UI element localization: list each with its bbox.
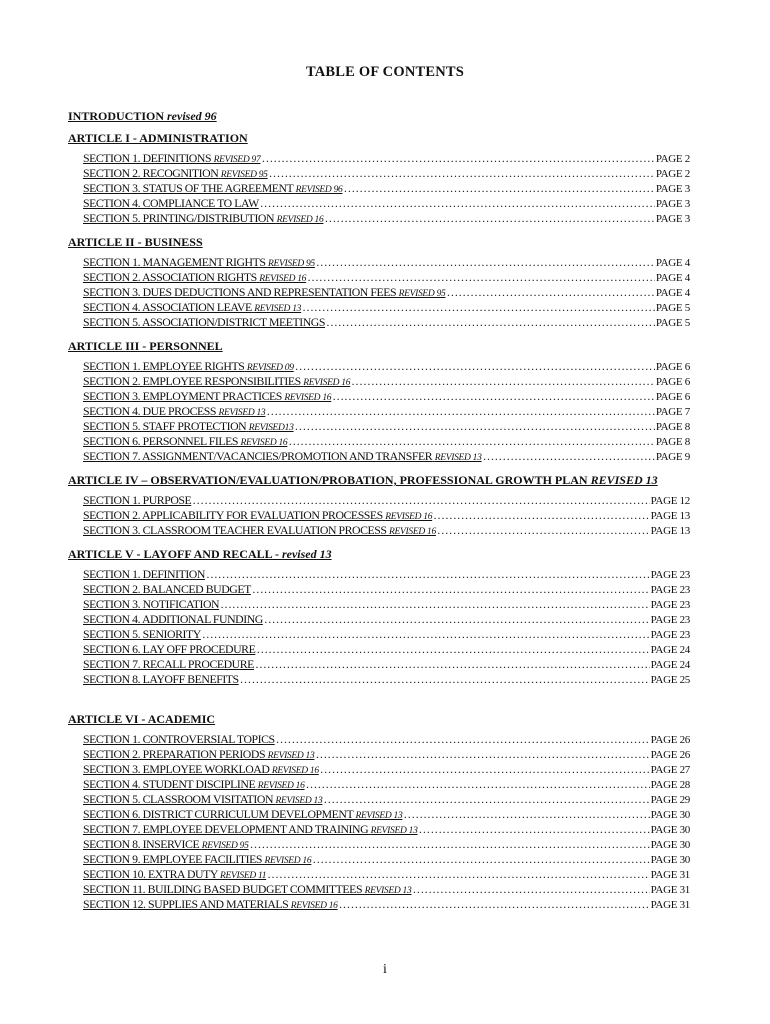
section-title: SECTION 6. DISTRICT CURRICULUM DEVELOPMENT [83,807,354,821]
page-reference: PAGE 31 [650,884,690,896]
section-title: SECTION 2. BALANCED BUDGET [83,582,251,596]
introduction-revised: revised 96 [167,109,217,123]
dot-leader [332,389,655,404]
page-reference: PAGE 23 [650,569,690,581]
dot-leader [255,657,650,672]
toc-entry[interactable] [83,419,690,434]
toc-entry[interactable] [83,807,690,822]
page-reference: PAGE 4 [655,272,690,284]
dot-leader [192,493,649,508]
dot-leader [315,747,649,762]
toc-entry[interactable] [83,449,690,464]
section-revised: REVISED 16 [290,901,338,911]
dot-leader [326,315,655,330]
section-title: SECTION 3. EMPLOYMENT PRACTICES [83,389,282,403]
toc-entry[interactable] [83,508,690,523]
section-title: SECTION 3. EMPLOYEE WORKLOAD [83,762,270,776]
article-label: ARTICLE IV – OBSERVATION/EVALUATION/PROBATION, PROFESSIONAL GROWTH PLAN [68,473,588,487]
section-revised: REVISED 16 [257,781,305,791]
section-title: SECTION 2. EMPLOYEE RESPONSIBILITIES [83,374,301,388]
dot-leader [339,897,650,912]
section-revised: REVISED 11 [220,871,267,881]
dot-leader [260,196,655,211]
section-revised: REVISED 13 [364,886,412,896]
section-link[interactable] [83,642,255,657]
section-revised: REVISED 97 [213,155,261,165]
section-revised: REVISED 13 [355,811,403,821]
article-revised: revised 13 [281,547,332,561]
page-reference: PAGE 5 [655,317,690,329]
dot-leader [202,627,650,642]
dot-leader [433,508,649,523]
article-label: ARTICLE I - ADMINISTRATION [68,131,248,145]
section-revised: REVISED 16 [271,766,319,776]
page-reference: PAGE 8 [655,421,690,433]
toc-entry[interactable] [83,852,690,867]
toc-entry[interactable] [83,404,690,419]
toc-entry[interactable] [83,897,690,912]
toc-entry[interactable] [83,166,690,181]
page-reference: PAGE 23 [650,584,690,596]
section-title: SECTION 8. LAYOFF BENEFITS [83,672,239,686]
article-label: ARTICLE III - PERSONNEL [68,339,223,353]
dot-leader [276,732,650,747]
section-title: SECTION 6. PERSONNEL FILES [83,434,238,448]
article-heading[interactable] [68,130,690,146]
article-heading[interactable] [68,711,690,727]
page-reference: PAGE 23 [650,614,690,626]
toc-entry[interactable] [83,315,690,330]
section-title: SECTION 12. SUPPLIES AND MATERIALS [83,897,289,911]
article-block [68,130,690,226]
introduction-label: INTRODUCTION [68,109,165,123]
page-reference: PAGE 8 [655,436,690,448]
dot-leader [256,642,649,657]
article-label: ARTICLE II - BUSINESS [68,235,203,249]
dot-leader [312,852,649,867]
section-title: SECTION 1. DEFINITIONS [83,151,212,165]
toc-entry[interactable] [83,567,690,582]
section-title: SECTION 9. EMPLOYEE FACILITIES [83,852,262,866]
toc-entry[interactable] [83,837,690,852]
page-reference: PAGE 26 [650,734,690,746]
toc-entry[interactable] [83,493,690,508]
page-reference: PAGE 28 [650,779,690,791]
page-reference: PAGE 29 [650,794,690,806]
dot-leader [323,792,649,807]
dot-leader [446,285,654,300]
section-revised: REVISED 16 [385,512,433,522]
section-revised: REVISED 95 [220,170,268,180]
toc-entry[interactable] [83,777,690,792]
section-title: SECTION 1. CONTROVERSIAL TOPICS [83,732,275,746]
section-link[interactable] [83,897,338,914]
section-revised: REVISED 95 [201,841,249,851]
toc-entry[interactable] [83,642,690,657]
section-link[interactable] [83,582,251,597]
page-reference: PAGE 31 [650,899,690,911]
section-revised: REVISED 16 [389,527,436,537]
table-of-contents [68,108,690,937]
section-link[interactable] [83,493,191,508]
toc-entry[interactable] [83,822,690,837]
section-title: SECTION 7. RECALL PROCEDURE [83,657,254,671]
toc-entry[interactable] [83,582,690,597]
section-link[interactable] [83,196,259,211]
page-title: TABLE OF CONTENTS [305,64,465,80]
section-title: SECTION 3. CLASSROOM TEACHER EVALUATION PROCESS [83,523,387,537]
section-title: SECTION 5. PRINTING/DISTRIBUTION [83,211,275,225]
section-link[interactable] [83,732,275,747]
article-heading[interactable] [68,546,690,562]
section-link[interactable] [83,315,325,330]
section-title: SECTION 7. EMPLOYEE DEVELOPMENT AND TRAINING [83,822,369,836]
section-title: SECTION 4. COMPLIANCE TO LAW [83,196,259,210]
toc-entry[interactable] [83,672,690,687]
dot-leader [269,166,655,181]
page-reference: PAGE 13 [650,510,690,522]
section-list [68,562,690,687]
section-revised: REVISED13 [248,423,294,433]
page-reference: PAGE 31 [650,869,690,881]
article-block [68,472,690,538]
page-reference: PAGE 4 [655,257,690,269]
section-title: SECTION 2. RECOGNITION [83,166,219,180]
toc-entry[interactable] [83,523,690,538]
section-title: SECTION 3. STATUS OF THE AGREEMENT [83,181,294,195]
dot-leader [403,807,649,822]
toc-entry[interactable] [83,627,690,642]
page-number: i [383,962,387,977]
section-list [68,727,690,912]
toc-entry[interactable] [83,359,690,374]
dot-leader [252,582,650,597]
article-block [68,546,690,687]
toc-entry[interactable] [83,612,690,627]
page-reference: PAGE 4 [655,287,690,299]
article-block [68,711,690,912]
article-heading[interactable] [68,338,690,354]
dot-leader [264,612,650,627]
toc-entry[interactable] [83,747,690,762]
section-revised: REVISED 13 [275,796,323,806]
section-link[interactable] [83,449,482,466]
introduction-heading[interactable] [68,108,690,124]
page-reference: PAGE 30 [650,824,690,836]
toc-entry[interactable] [83,732,690,747]
section-link[interactable] [83,612,263,627]
section-link[interactable] [83,597,219,612]
dot-leader [324,211,654,226]
section-title: SECTION 1. MANAGEMENT RIGHTS [83,255,266,269]
section-title: SECTION 1. DEFINITION [83,567,205,581]
section-revised: REVISED 13 [370,826,418,836]
section-title: SECTION 10. EXTRA DUTY [83,867,218,881]
dot-leader [307,270,655,285]
section-title: SECTION 4. DUE PROCESS [83,404,216,418]
dot-leader [220,597,650,612]
section-title: SECTION 1. PURPOSE [83,493,192,507]
section-link[interactable] [83,523,436,540]
dot-leader [320,762,650,777]
toc-entry[interactable] [83,151,690,166]
page-reference: PAGE 3 [655,213,690,225]
page-reference: PAGE 6 [655,361,690,373]
dot-leader [266,404,654,419]
section-title: SECTION 3. DUES DEDUCTIONS AND REPRESENTATION FEES [83,285,397,299]
toc-entry[interactable] [83,374,690,389]
toc-entry[interactable] [83,255,690,270]
dot-leader [240,672,650,687]
section-title: SECTION 5. STAFF PROTECTION [83,419,247,433]
page-reference: PAGE 13 [650,525,690,537]
page-reference: PAGE 2 [655,153,690,165]
page-reference: PAGE 30 [650,839,690,851]
dot-leader [288,434,654,449]
toc-entry[interactable] [83,792,690,807]
page-reference: PAGE 3 [655,198,690,210]
toc-entry[interactable] [83,300,690,315]
section-link[interactable] [83,657,254,672]
section-title: SECTION 6. LAY OFF PROCEDURE [83,642,256,656]
section-title: SECTION 4. ADDITIONAL FUNDING [83,612,263,626]
page-reference: PAGE 30 [650,809,690,821]
toc-entry[interactable] [83,181,690,196]
section-title: SECTION 4. ASSOCIATION LEAVE [83,300,252,314]
section-link[interactable] [83,627,201,642]
toc-entry[interactable] [83,867,690,882]
dot-leader [483,449,655,464]
section-title: SECTION 3. NOTIFICATION [83,597,220,611]
page-reference: PAGE 7 [655,406,690,418]
section-revised: REVISED 16 [240,438,288,448]
section-revised: REVISED 16 [276,215,324,225]
section-title: SECTION 8. INSERVICE [83,837,200,851]
section-revised: REVISED 16 [303,378,351,388]
dot-leader [206,567,650,582]
toc-entry[interactable] [83,434,690,449]
dot-leader [343,181,654,196]
page-reference: PAGE 2 [655,168,690,180]
page-reference: PAGE 5 [655,302,690,314]
article-heading[interactable] [68,234,690,250]
section-revised: REVISED 13 [254,304,302,314]
section-revised: REVISED 95 [398,289,446,299]
dot-leader [302,300,655,315]
section-link[interactable] [83,567,205,582]
article-revised: REVISED 13 [590,473,658,487]
article-block [68,338,690,464]
toc-entry[interactable] [83,196,690,211]
section-title: SECTION 5. SENIORITY [83,627,201,641]
section-revised: REVISED 13 [218,408,266,418]
section-revised: REVISED 16 [284,393,332,403]
page-reference: PAGE 25 [650,674,690,686]
dot-leader [267,867,649,882]
dot-leader [295,419,655,434]
section-revised: REVISED 95 [268,259,315,269]
article-block [68,234,690,330]
page-reference: PAGE 23 [650,629,690,641]
section-title: SECTION 5. CLASSROOM VISITATION [83,792,274,806]
toc-entry[interactable] [83,270,690,285]
section-revised: REVISED 96 [295,185,343,195]
dot-leader [437,523,650,538]
section-revised: REVISED 13 [267,751,315,761]
dot-leader [261,151,654,166]
dot-leader [306,777,650,792]
toc-entry[interactable] [83,762,690,777]
section-revised: REVISED 09 [246,363,294,373]
page-reference: PAGE 6 [655,391,690,403]
page-reference: PAGE 6 [655,376,690,388]
section-revised: REVISED 16 [264,856,312,866]
toc-entry[interactable] [83,882,690,897]
section-list [68,354,690,464]
dot-leader [250,837,650,852]
section-revised: REVISED 16 [259,274,307,284]
toc-entry[interactable] [83,211,690,226]
section-link[interactable] [83,211,323,228]
page-reference: PAGE 26 [650,749,690,761]
toc-entry[interactable] [83,389,690,404]
page-reference: PAGE 24 [650,644,690,656]
article-label: ARTICLE V - LAYOFF AND RECALL - [68,547,282,561]
section-title: SECTION 2. PREPARATION PERIODS [83,747,266,761]
section-list [68,250,690,330]
section-title: SECTION 5. ASSOCIATION/DISTRICT MEETINGS [83,315,325,329]
page-reference: PAGE 23 [650,599,690,611]
article-label: ARTICLE VI - ACADEMIC [68,712,216,726]
page-reference: PAGE 9 [655,451,690,463]
page-reference: PAGE 3 [655,183,690,195]
toc-entry[interactable] [83,285,690,300]
section-list [68,146,690,226]
toc-entry[interactable] [83,657,690,672]
section-title: SECTION 1. EMPLOYEE RIGHTS [83,359,245,373]
section-title: SECTION 2. ASSOCIATION RIGHTS [83,270,257,284]
dot-leader [316,255,655,270]
section-link[interactable] [83,672,239,687]
dot-leader [351,374,655,389]
section-title: SECTION 11. BUILDING BASED BUDGET COMMITTEES [83,882,363,896]
section-list [68,488,690,538]
section-title: SECTION 7. ASSIGNMENT/VACANCIES/PROMOTION AND TRANSFER [83,449,433,463]
page-reference: PAGE 30 [650,854,690,866]
dot-leader [412,882,649,897]
section-title: SECTION 2. APPLICABILITY FOR EVALUATION PROCESSES [83,508,383,522]
dot-leader [295,359,655,374]
section-title: SECTION 4. STUDENT DISCIPLINE [83,777,256,791]
dot-leader [419,822,650,837]
page-reference: PAGE 12 [650,495,690,507]
page-reference: PAGE 27 [650,764,690,776]
section-revised: REVISED 13 [434,453,482,463]
toc-entry[interactable] [83,597,690,612]
article-heading[interactable] [68,472,690,488]
page-reference: PAGE 24 [650,659,690,671]
